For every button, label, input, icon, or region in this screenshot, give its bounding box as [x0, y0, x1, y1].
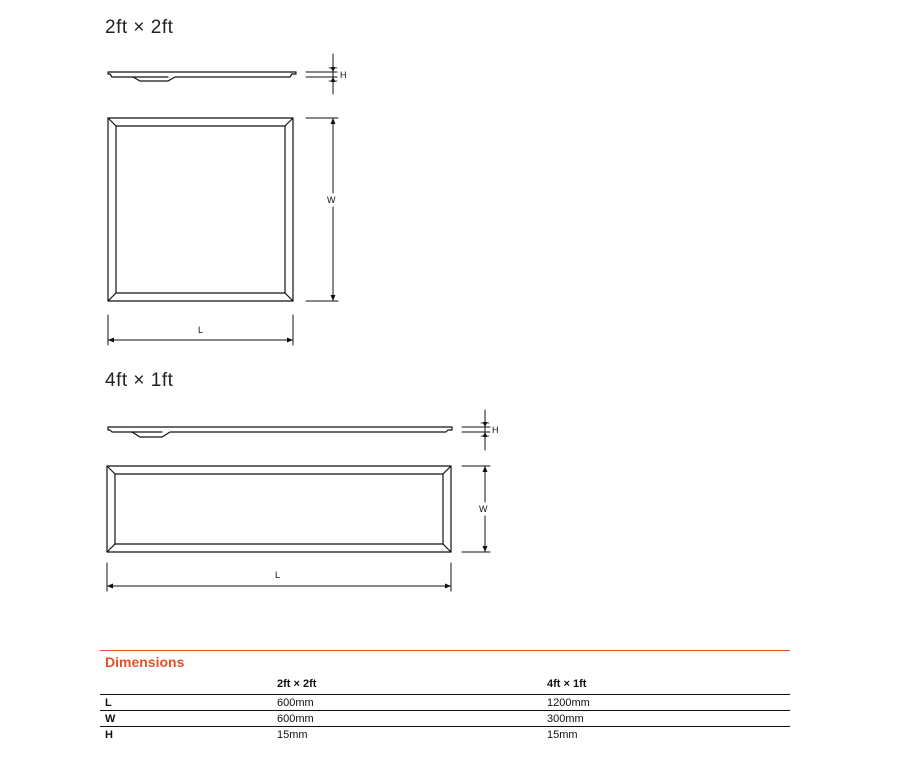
front-4x1 — [107, 466, 451, 552]
dim-label-l-2x2: L — [198, 325, 204, 335]
table-row — [100, 727, 790, 743]
table-row — [100, 711, 790, 727]
table-row — [100, 695, 790, 711]
table-header-4x1: 4ft × 1ft — [547, 672, 790, 695]
profile-2x2 — [108, 72, 296, 81]
panel-title-4x1: 4ft × 1ft — [105, 370, 174, 391]
dim-h-4x1 — [462, 410, 490, 450]
dim-h-2x2 — [306, 54, 337, 94]
dim-label-w-4x1: W — [479, 504, 488, 514]
front-2x2 — [108, 118, 293, 301]
table-header-row — [100, 672, 790, 695]
table-header-2x2: 2ft × 2ft — [277, 672, 547, 695]
dim-label-l-4x1: L — [275, 570, 281, 580]
row-key-w: W — [100, 711, 277, 727]
dim-label-w-2x2: W — [327, 195, 336, 205]
dim-label-h-2x2: H — [340, 70, 347, 80]
dimensions-table-section — [100, 650, 790, 742]
row-value-2x2: 600mm — [277, 711, 547, 727]
table-header-blank — [100, 672, 277, 695]
profile-4x1 — [108, 427, 452, 437]
dimensions-heading: Dimensions — [105, 654, 185, 670]
dim-w-2x2 — [306, 118, 338, 301]
row-value-2x2: 600mm — [277, 695, 547, 711]
dim-label-h-4x1: H — [492, 425, 499, 435]
row-value-4x1: 300mm — [547, 711, 790, 727]
row-key-h: H — [105, 729, 113, 741]
panel-title-2x2: 2ft × 2ft — [105, 17, 174, 38]
row-value-2x2: 15mm — [277, 729, 308, 741]
row-value-4x1: 1200mm — [547, 695, 790, 711]
row-value-4x1: 15mm — [547, 729, 578, 741]
row-key-l: L — [100, 695, 277, 711]
dimensions-table — [100, 672, 790, 742]
